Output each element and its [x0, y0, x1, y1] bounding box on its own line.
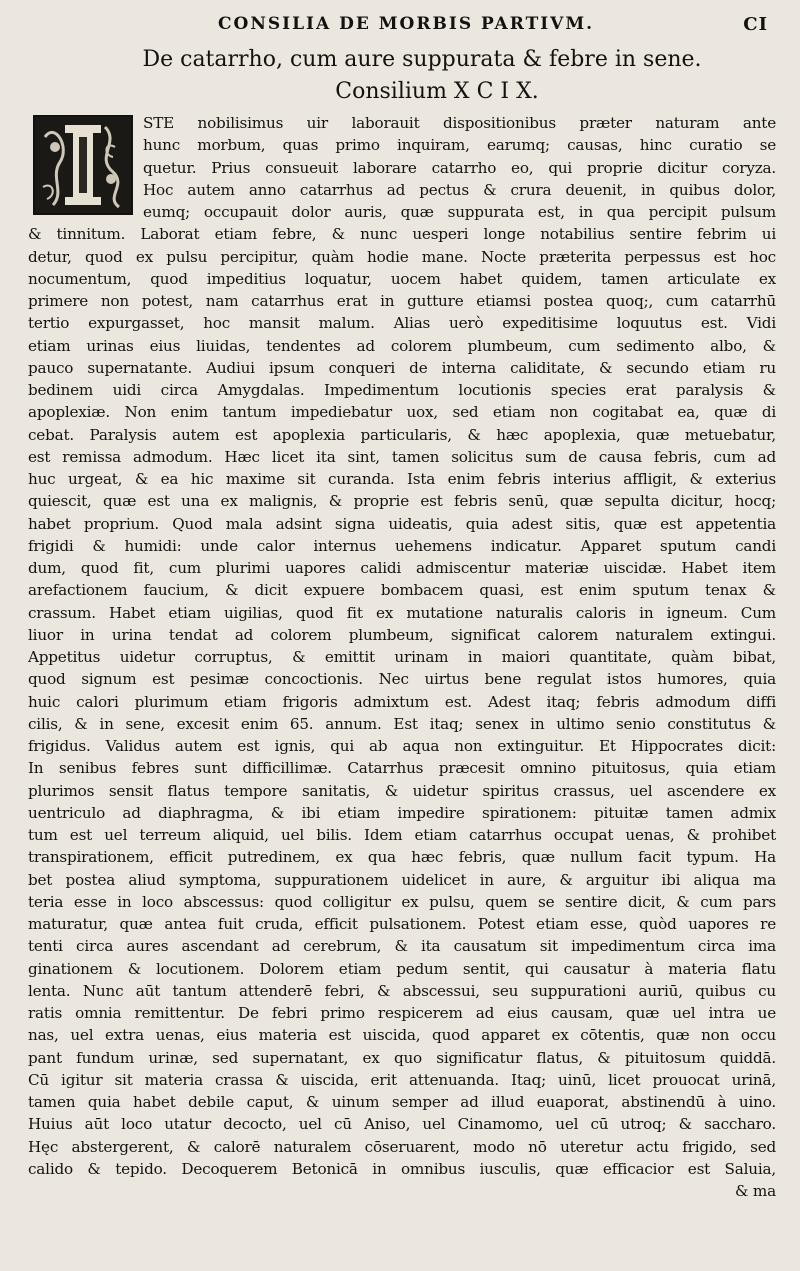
text-line: uentriculo ad diaphragma, & ibi etiam impedire spirationem: pituitæ tamen admix: [28, 803, 776, 822]
text-line: huic calori plurimum etiam frigoris admixtum est. Adest itaq; febris admodum diffi: [28, 692, 776, 711]
running-title: CONSILIA DE MORBIS PARTIVM.: [218, 14, 595, 34]
text-line: arefactionem faucium, & dicit expuere bombacem quasi, est enim sputum tenax &: [28, 581, 776, 600]
text-line: lenta. Nunc aūt tantum attenderē febri, & abscessui, seu suppurationi auriū, quibus cu: [28, 981, 776, 1000]
text-line: tum est uel terreum aliquid, uel bilis. Idem etiam catarrhus occupat uenas, & prohibet: [28, 826, 776, 844]
text-line: Cū igitur sit materia crassa & uiscida, erit attenuanda. Itaq; uinū, licet prouocat urinā,: [28, 1070, 776, 1089]
text-line: tamen quia habet debile caput, & uinum semper ad illud euaporat, abstinendū à uino.: [28, 1093, 776, 1111]
text-line: nas, uel extra uenas, eius materia est uiscida, quod apparet ex cōtentis, quæ non occu: [28, 1026, 776, 1045]
text-line: ratis omnia remittentur. De febri primo respicerem ad eius causam, quæ uel intra ue: [28, 1004, 776, 1022]
chapter-heading: De catarrho, cum aure suppurata & febre in sene.: [142, 47, 702, 72]
text-line: ginationem & locutionem. Dolorem etiam pedum sentit, qui causatur à materia flatu: [28, 959, 776, 978]
text-line: detur, quod ex pulsu percipitur, quàm hodie mane. Nocte præterita perpessus est hoc: [28, 247, 776, 266]
text-line: bet postea aliud symptoma, suppurationem uidelicet in aure, & arguitur ibi aliqua ma: [28, 870, 776, 889]
text-line: teria esse in loco abscessus: quod colligitur ex pulsu, quem se sentire dicit, & cum pars: [28, 892, 776, 911]
text-line: cebat. Paralysis autem est apoplexia particularis, & hæc apoplexia, quæ metuebatur,: [28, 425, 776, 444]
text-line: frigidus. Validus autem est ignis, qui ab aqua non extinguitur. Et Hippocrates dicit:: [28, 737, 776, 755]
text-line: dum, quod fit, cum plurimi uapores calidi admiscentur materiæ uiscidæ. Habet item: [28, 559, 776, 577]
text-line: tertio expurgasset, hoc mansit malum. Alias uerò expeditisime loquutus est. Vidi: [28, 314, 776, 333]
text-line: liuor in urina tendat ad colorem plumbeum, significat calorem naturalem extingui.: [28, 625, 776, 644]
body-text: [28, 112, 776, 1202]
text-line: cilis, & in sene, excesit enim 65. annum. Est itaq; senex in ultimo senio constitutus &: [28, 714, 776, 733]
decorated-initial-icon: [33, 115, 133, 215]
text-line: calido & tepido. Decoquerem Betonicā in omnibus iusculis, quæ efficacior est Saluia,: [28, 1159, 776, 1178]
text-line: quod signum est pesimæ concoctionis. Nec uirtus bene regulat istos humores, quia: [28, 670, 776, 689]
text-line: maturatur, quæ antea fuit cruda, efficit pulsationem. Potest etiam esse, quòd uapores re: [28, 915, 776, 933]
text-line: bedinem uidi circa Amygdalas. Impedimentum locutionis species erat paralysis &: [28, 381, 776, 399]
running-head: [28, 0, 776, 50]
text-line: Hęc abstergerent, & calorē naturalem cōseruarent, modo nō uteretur actu frigido, sed: [28, 1137, 776, 1156]
text-line: quetur. Prius consueuit laborare catarrho eo, qui proprie dicitur coryza.: [143, 158, 776, 177]
text-line: eumq; occupauit dolor auris, quæ suppurata est, in qua percipit pulsum: [143, 203, 776, 221]
text-line: habet proprium. Quod mala adsint signa uideatis, quia adest sitis, quæ est appetentia: [28, 514, 776, 533]
ornament-icon: [35, 117, 131, 213]
text-line: frigidi & humidi: unde calor internus uehemens indicatur. Apparet sputum candi: [28, 536, 776, 555]
text-line: hunc morbum, quas primo inquiram, earumq; causas, hinc curatio se: [143, 136, 776, 155]
text-line: primere non potest, nam catarrhus erat in gutture etiamsi postea quoq;, cum catarrhū: [28, 292, 776, 310]
text-line: crassum. Habet etiam uigilias, quod fit ex mutatione naturalis caloris in igneum. Cum: [28, 603, 776, 622]
text-line: quiescit, quæ est una ex malignis, & proprie est febris senū, quæ sepulta dicitur, hocq;: [28, 492, 776, 511]
folio-number: CI: [743, 14, 768, 35]
text-line: est remissa admodum. Hæc licet ita sint, tamen solicitus sum de causa febris, cum ad: [28, 447, 776, 466]
text-line: & ma: [734, 1182, 776, 1200]
consilium-number: Consilium X C I X.: [335, 79, 539, 104]
text-line: apoplexiæ. Non enim tantum impediebatur uox, sed etiam non cogitabat ea, quæ di: [28, 403, 776, 422]
text-line: pauco supernatante. Audiui ipsum conqueri de interna caliditate, & secundo etiam ru: [28, 358, 776, 377]
text-line: pant fundum urinæ, sed supernatant, ex quo significatur flatus, & pituitosum quiddā.: [28, 1048, 776, 1067]
text-line: In senibus febres sunt difficillimæ. Catarrhus præcesit omnino pituitosus, quia etiam: [28, 759, 776, 778]
text-line: Appetitus uidetur corruptus, & emittit urinam in maiori quantitate, quàm bibat,: [28, 648, 776, 666]
text-line: STE nobilisimus uir laborauit dispositionibus præter naturam ante: [143, 114, 776, 132]
text-line: transpirationem, efficit putredinem, ex qua hæc febris, quæ nullum facit typum. Ha: [28, 848, 776, 867]
text-line: nocumentum, quod impeditius loquatur, uocem habet quidem, tamen articulate ex: [28, 269, 776, 288]
text-line: huc urgeat, & ea hic maxime sit curanda. Ista enim febris interius affligit, & exterius: [28, 470, 776, 488]
text-line: plurimos sensit flatus tempore sanitatis, & uidetur spiritus crassus, uel ascendere ex: [28, 781, 776, 800]
text-line: etiam urinas eius liuidas, tendentes ad colorem plumbeum, cum sedimento albo, &: [28, 336, 776, 355]
text-line: tenti circa aures ascendant ad cerebrum, & ita causatum sit impedimentum circa ima: [28, 937, 776, 956]
text-line: & tinnitum. Laborat etiam febre, & nunc uesperi longe notabilius sentire febrim ui: [28, 225, 776, 244]
text-line: Hoc autem anno catarrhus ad pectus & crura deuenit, in quibus dolor,: [143, 180, 776, 199]
text-line: Huius aūt loco utatur decocto, uel cū Aniso, uel Cinamomo, uel cū utroq; & saccharo.: [28, 1115, 776, 1134]
text-lines: [28, 112, 776, 1202]
